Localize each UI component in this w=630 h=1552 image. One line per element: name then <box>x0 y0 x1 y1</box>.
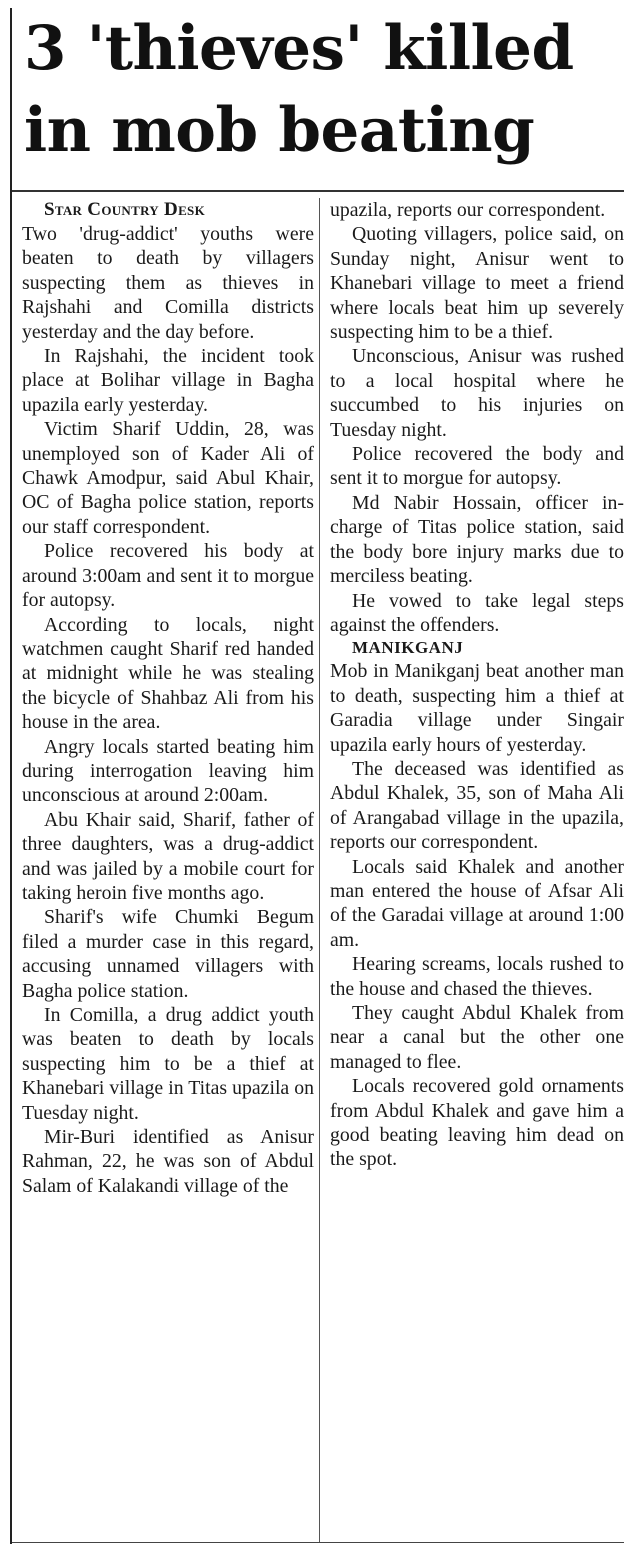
paragraph: Police recovered the body and sent it to morgue for autopsy. <box>330 443 624 490</box>
paragraph: In Comilla, a drug addict youth was beaten to death by locals suspecting him to be a thief at Khanebari village in Titas upazila on Tuesday night. <box>22 1004 314 1124</box>
paragraph: Abu Khair said, Sharif, father of three daughters, was a drug-addict and was jailed by a mobile court for taking heroin five months ago. <box>22 808 314 904</box>
paragraph: They caught Abdul Khalek from near a canal but the other one managed to flee. <box>330 1002 624 1073</box>
byline: Star Country Desk <box>44 199 205 220</box>
paragraph: upazila, reports our correspondent. <box>330 199 606 221</box>
paragraph: Victim Sharif Uddin, 28, was unemployed son of Kader Ali of Chawk Amodpur, said Abul Khair, OC of Bagha police station, reports our staff correspondent. <box>22 418 314 538</box>
column-divider <box>319 198 320 1542</box>
column-left <box>22 198 314 1198</box>
paragraph: Md Nabir Hossain, officer in-charge of Titas police station, said the body bore injury marks due to merciless beating. <box>330 491 624 588</box>
paragraph: In Rajshahi, the incident took place at Bolihar village in Bagha upazila early yesterday. <box>22 345 314 416</box>
paragraph: Police recovered his body at around 3:00am and sent it to morgue for autopsy. <box>22 540 314 612</box>
paragraph: Unconscious, Anisur was rushed to a local hospital where he succumbed to his injuries on Tuesday night. <box>330 345 624 441</box>
news-clipping <box>10 8 622 1544</box>
column-right <box>330 198 624 1172</box>
paragraph: Hearing screams, locals rushed to the house and chased the thieves. <box>330 953 624 1000</box>
bottom-rule <box>12 1542 624 1543</box>
paragraph: He vowed to take legal steps against the offenders. <box>330 589 624 636</box>
headline-rule <box>12 190 624 192</box>
paragraph: Two 'drug-addict' youths were beaten to death by villagers suspecting them as thieves in Rajshahi and Comilla districts yesterday and the day before. <box>22 223 314 343</box>
paragraph: Locals recovered gold ornaments from Abdul Khalek and gave him a good beating leaving him dead on the spot. <box>330 1075 624 1171</box>
headline: 3 'thieves' killed in mob beating <box>24 13 574 166</box>
paragraph: Locals said Khalek and another man entered the house of Afsar Ali of the Garadai village at around 1:00 am. <box>330 855 624 951</box>
paragraph: Mob in Manikganj beat another man to death, suspecting him a thief at Garadia village under Singair upazila early hours of yesterday. <box>330 660 624 756</box>
paragraph: Angry locals started beating him during interrogation leaving him unconscious at around 2:00am. <box>22 735 314 807</box>
paragraph: Mir-Buri identified as Anisur Rahman, 22, he was son of Abdul Salam of Kalakandi village of the <box>22 1126 314 1197</box>
paragraph: The deceased was identified as Abdul Khalek, 35, son of Maha Ali of Arangabad village in the upazila, reports our correspondent. <box>330 757 624 854</box>
paragraph: According to locals, night watchmen caught Sharif red handed at midnight while he was stealing the bicycle of Shahbaz Ali from his house in the area. <box>22 613 314 734</box>
paragraph: Quoting villagers, police said, on Sunday night, Anisur went to Khanebari village to meet a friend where locals beat him up severely suspecting him to be a thief. <box>330 223 624 344</box>
dateline: MANIKGANJ <box>352 638 464 658</box>
paragraph: Sharif's wife Chumki Begum filed a murder case in this regard, accusing unnamed villagers with Bagha police station. <box>22 906 314 1002</box>
